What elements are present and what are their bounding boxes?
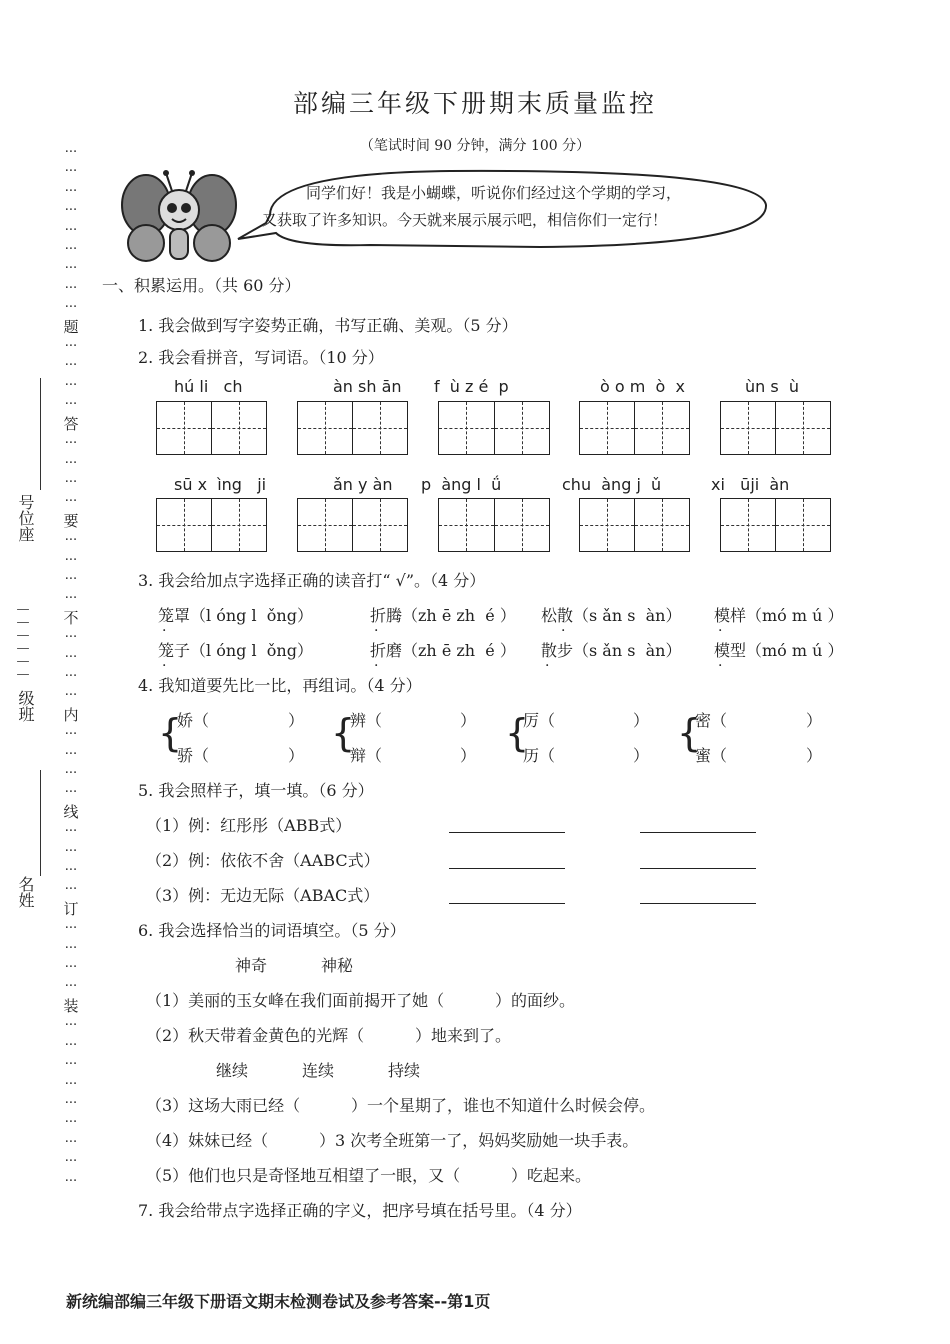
class-blank-dashes: — — — — — —: [16, 602, 30, 682]
binding-margin-dots: ··· ··· ··· ··· ··· ··· ··· ··· ··· 题 ··· ··· ··· ··· 答 ··· ··· ··· ··· 要 ··· ··· ··· ··· 不 ··· ··· ··· ··· 内 ··· ··· ··· ··· 线 ··· ··· ··· ··· 订 ··· ··· ··· ··· 装 ··· ··· ··· ··· ··· ··· ··· ··· ···: [60, 143, 82, 1191]
word-choice: 神奇: [235, 956, 268, 975]
answer-blank[interactable]: [640, 868, 756, 869]
fill-sentence[interactable]: （3）这场大雨已经（ ）一个星期了，谁也不知道什么时候会停。: [146, 1096, 656, 1115]
paren-close: ）: [288, 711, 305, 730]
emphasis-dot: ·: [561, 623, 566, 639]
paren-close: ）: [806, 746, 823, 765]
answer-blank[interactable]: [449, 868, 565, 869]
margin-word: 要: [63, 511, 79, 530]
pinyin-label: p àng l ǘ: [421, 475, 502, 494]
paren-close: ）: [633, 746, 650, 765]
word-choice: 连续: [302, 1061, 335, 1080]
answer-blank[interactable]: [449, 832, 565, 833]
banner-line-2: 又获取了许多知识。今天就来展示展示吧，相信你们一定行！: [262, 211, 668, 229]
writing-grid[interactable]: [579, 401, 690, 455]
pinyin-label: ò o m ò x: [600, 377, 685, 396]
pattern-example: （1）例：红彤彤（ABB式）: [146, 816, 352, 835]
seat-number-label: 号位座: [16, 494, 35, 542]
writing-grid[interactable]: [297, 498, 408, 552]
pinyin-label: chu àng j ǔ: [562, 475, 662, 494]
pronunciation-choice[interactable]: 松散（s ǎn s àn）: [541, 606, 682, 625]
fill-sentence[interactable]: （5）他们也只是奇怪地互相望了一眼，又（ ）吃起来。: [146, 1166, 592, 1185]
margin-word: 答: [63, 414, 79, 433]
writing-grid[interactable]: [579, 498, 690, 552]
margin-word: 内: [63, 705, 79, 724]
emphasis-dot: ·: [162, 658, 167, 674]
writing-grid[interactable]: [156, 498, 267, 552]
pinyin-label: ǎn y àn: [333, 475, 393, 494]
compare-char: 辨（: [350, 711, 383, 730]
answer-blank[interactable]: [640, 903, 756, 904]
margin-word: 装: [63, 996, 79, 1015]
page-footer: 新统编部编三年级下册语文期末检测卷试及参考答案--第1页: [66, 1292, 491, 1311]
question-2: 2. 我会看拼音，写词语。（10 分）: [138, 348, 384, 367]
pinyin-label: àn sh ān: [333, 377, 402, 396]
emphasis-dot: ·: [718, 623, 723, 639]
compare-char: 密（: [695, 711, 728, 730]
word-choice: 持续: [388, 1061, 421, 1080]
margin-word: 线: [63, 802, 79, 821]
paren-close: ）: [806, 711, 823, 730]
brace-icon: {: [158, 711, 183, 755]
brace-icon: {: [505, 711, 530, 755]
pattern-example: （2）例：依依不舍（AABC式）: [146, 851, 380, 870]
paren-close: ）: [460, 711, 477, 730]
paren-close: ）: [633, 711, 650, 730]
compare-char: 历（: [523, 746, 556, 765]
banner-line-1: 同学们好！我是小蝴蝶，听说你们经过这个学期的学习，: [306, 184, 682, 202]
margin-word: 订: [63, 899, 79, 918]
brace-icon: {: [677, 711, 702, 755]
pronunciation-choice[interactable]: 折腾（zh ē zh é ）: [370, 606, 516, 625]
banner-speech: [262, 180, 762, 234]
question-3: 3. 我会给加点字选择正确的读音打“ √”。（4 分）: [138, 571, 486, 590]
fill-sentence[interactable]: （4）妹妹已经（ ）3 次考全班第一了，妈妈奖励她一块手表。: [146, 1131, 639, 1150]
word-choice: 继续: [216, 1061, 249, 1080]
question-5: 5. 我会照样子，填一填。（6 分）: [138, 781, 374, 800]
compare-char: 蜜（: [695, 746, 728, 765]
pinyin-label: xi ūji àn: [711, 475, 790, 494]
brace-icon: {: [331, 711, 356, 755]
emphasis-dot: ·: [374, 658, 379, 674]
margin-word: 题: [63, 317, 79, 336]
page-title: 部编三年级下册期末质量监控: [292, 89, 657, 118]
writing-grid[interactable]: [438, 498, 550, 552]
writing-grid[interactable]: [156, 401, 267, 455]
writing-grid[interactable]: [720, 498, 831, 552]
pronunciation-choice[interactable]: 笼罩（l óng l ǒng）: [158, 606, 313, 625]
margin-word: 不: [63, 608, 79, 627]
fill-sentence[interactable]: （1）美丽的玉女峰在我们面前揭开了她（ ）的面纱。: [146, 991, 576, 1010]
compare-char: 厉（: [523, 711, 556, 730]
exam-subtitle: （笔试时间 90 分钟，满分 100 分）: [359, 138, 591, 154]
emphasis-dot: ·: [374, 623, 379, 639]
pronunciation-choice[interactable]: 笼子（l óng l ǒng）: [158, 641, 313, 660]
pronunciation-choice[interactable]: 折磨（zh ē zh é ）: [370, 641, 516, 660]
writing-grid[interactable]: [297, 401, 408, 455]
fill-sentence[interactable]: （2）秋天带着金黄色的光辉（ ）地来到了。: [146, 1026, 512, 1045]
paren-close: ）: [288, 746, 305, 765]
pinyin-label: sū x ìng ji: [174, 475, 267, 494]
question-6: 6. 我会选择恰当的词语填空。（5 分）: [138, 921, 406, 940]
question-7: 7. 我会给带点字选择正确的字义，把序号填在括号里。（4 分）: [138, 1201, 582, 1220]
section-heading: 一、积累运用。（共 60 分）: [102, 276, 301, 295]
answer-blank[interactable]: [640, 832, 756, 833]
class-label: 级班: [16, 690, 35, 722]
pinyin-label: f ù z é p: [434, 377, 509, 396]
emphasis-dot: ·: [162, 623, 167, 639]
name-line: [40, 770, 41, 876]
butterfly-mascot-icon: [122, 170, 236, 261]
pronunciation-choice[interactable]: 模样（mó m ú ）: [714, 606, 844, 625]
paren-close: ）: [460, 746, 477, 765]
word-choice: 神秘: [321, 956, 354, 975]
seat-number-line: [40, 378, 41, 490]
compare-char: 娇（: [177, 711, 210, 730]
pinyin-label: ùn s ù: [745, 377, 800, 396]
pronunciation-choice[interactable]: 模型（mó m ú ）: [714, 641, 844, 660]
pronunciation-choice[interactable]: 散步（s ǎn s àn）: [541, 641, 682, 660]
pinyin-label: hú li ch: [174, 377, 243, 396]
pattern-example: （3）例：无边无际（ABAC式）: [146, 886, 380, 905]
emphasis-dot: ·: [545, 658, 550, 674]
name-label: 名姓: [16, 876, 35, 908]
emphasis-dot: ·: [718, 658, 723, 674]
question-1: 1. 我会做到写字姿势正确，书写正确、美观。（5 分）: [138, 316, 518, 335]
question-4: 4. 我知道要先比一比，再组词。（4 分）: [138, 676, 422, 695]
compare-char: 辩（: [350, 746, 383, 765]
writing-grid[interactable]: [720, 401, 831, 455]
writing-grid[interactable]: [438, 401, 550, 455]
answer-blank[interactable]: [449, 903, 565, 904]
compare-char: 骄（: [177, 746, 210, 765]
